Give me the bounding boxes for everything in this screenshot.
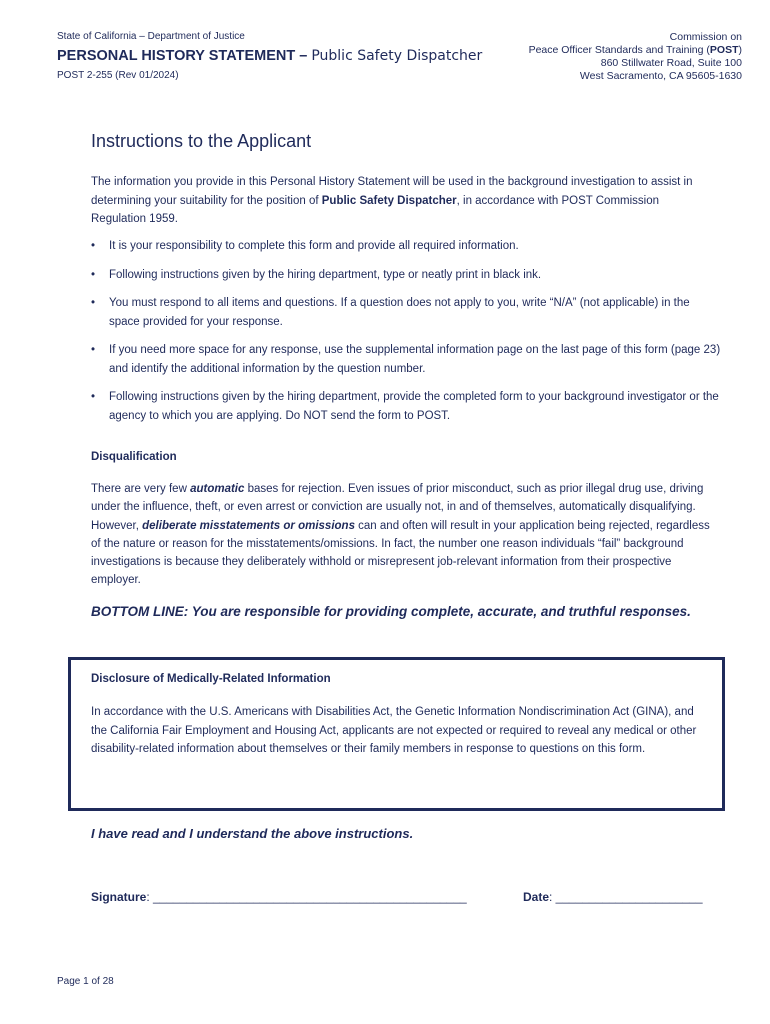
form-title-bold: PERSONAL HISTORY STATEMENT – — [57, 48, 308, 64]
list-item-text: Following instructions given by the hiring department, provide the completed form to your background investigator or the agency to which you are applying. Do NOT send the form to POST. — [109, 391, 719, 422]
date-line[interactable]: : ______________________ — [549, 890, 703, 904]
bullet-icon: • — [91, 268, 96, 281]
disclosure-text: In accordance with the U.S. Americans with Disabilities Act, the Genetic Information Nondiscrimination Act (GINA), and the California Fair Employment and Housing Act, applicants are not expected or required to reveal any medical or other disability-related information about themselves or their family members in response to questions on this form. — [91, 706, 697, 755]
bottom-line-statement: BOTTOM LINE: You are responsible for providing complete, accurate, and truthful responses. — [91, 604, 691, 619]
disqualification-paragraph — [91, 480, 716, 590]
list-item-text: You must respond to all items and questions. If a question does not apply to you, write “N/A” (not applicable) in the space provided for your response. — [109, 297, 690, 328]
signature-line[interactable]: : _______________________________________________ — [146, 890, 467, 904]
address-line2: West Sacramento, CA 95605-1630 — [579, 70, 742, 82]
list-item — [91, 388, 721, 425]
form-id: POST 2-255 (Rev 01/2024) — [57, 70, 179, 81]
address-line1: 860 Stillwater Road, Suite 100 — [600, 57, 742, 69]
list-item-text: Following instructions given by the hiring department, type or neatly print in black ink. — [109, 268, 542, 281]
intro-position: Public Safety Dispatcher — [321, 194, 457, 207]
acknowledgement-statement: I have read and I understand the above instructions. — [91, 826, 414, 841]
disqualification-heading: Disqualification — [91, 451, 177, 463]
signature-field[interactable] — [91, 890, 467, 904]
disclosure-title: Disclosure of Medically-Related Information — [91, 673, 331, 685]
list-item — [91, 294, 721, 331]
commission-name-close: ) — [738, 44, 742, 56]
form-title — [57, 48, 482, 64]
intro-text: The information you provide in this Personal History Statement will be used in the background investigation to assist in determining your suitability for the position of — [91, 176, 693, 207]
list-item — [91, 266, 721, 285]
instruction-list — [91, 237, 721, 435]
header-left — [57, 31, 482, 81]
commission-name — [529, 44, 742, 57]
form-title-subtitle: Public Safety Dispatcher — [311, 48, 483, 64]
list-item — [91, 237, 721, 256]
page-number: Page 1 of 28 — [57, 976, 114, 987]
list-item-text: It is your responsibility to complete this form and provide all required information. — [109, 240, 519, 252]
signature-label: Signature — [91, 890, 147, 904]
disq-emphasis-1: automatic — [190, 483, 245, 495]
disq-text-2: bases for rejection. Even issues of prior misconduct, such as prior illegal drug use, driving under the influence, theft, or even arrest or conviction are usually not, in and of themselves, automatically disqualifying. However, — [91, 483, 704, 532]
list-item — [91, 341, 721, 378]
header-right — [529, 31, 742, 83]
list-item-text: If you need more space for any response, use the supplemental information page on the last page of this form (page 23) and identify the additional information by the question number. — [109, 344, 721, 375]
agency-name: State of California – Department of Justice — [57, 31, 245, 42]
bullet-icon: • — [91, 297, 96, 309]
commission-name-text: Peace Officer Standards and Training ( — [528, 44, 710, 56]
bullet-icon: • — [91, 391, 96, 403]
bullet-icon: • — [91, 240, 96, 252]
commission-line: Commission on — [669, 31, 742, 43]
page-heading: Instructions to the Applicant — [91, 131, 312, 151]
bullet-icon: • — [91, 344, 96, 356]
disq-text-3: can and often will result in your application being rejected, regardless of the nature or reason for the misstatements/omissions. In fact, the number one reason individuals “fail” background investigations is because they deliberately withhold or misrepresent job-relevant information from their prospective employer. — [91, 519, 710, 587]
commission-abbrev: POST — [709, 44, 739, 56]
disq-text-1: There are very few — [91, 483, 191, 495]
disq-emphasis-2: deliberate misstatements or omissions — [142, 519, 355, 532]
disclosure-box — [68, 657, 725, 811]
date-label: Date — [523, 890, 550, 904]
intro-text-end: , in accordance with POST Commission Regulation 1959. — [91, 194, 660, 225]
intro-paragraph — [91, 173, 716, 229]
date-field[interactable] — [523, 890, 703, 904]
